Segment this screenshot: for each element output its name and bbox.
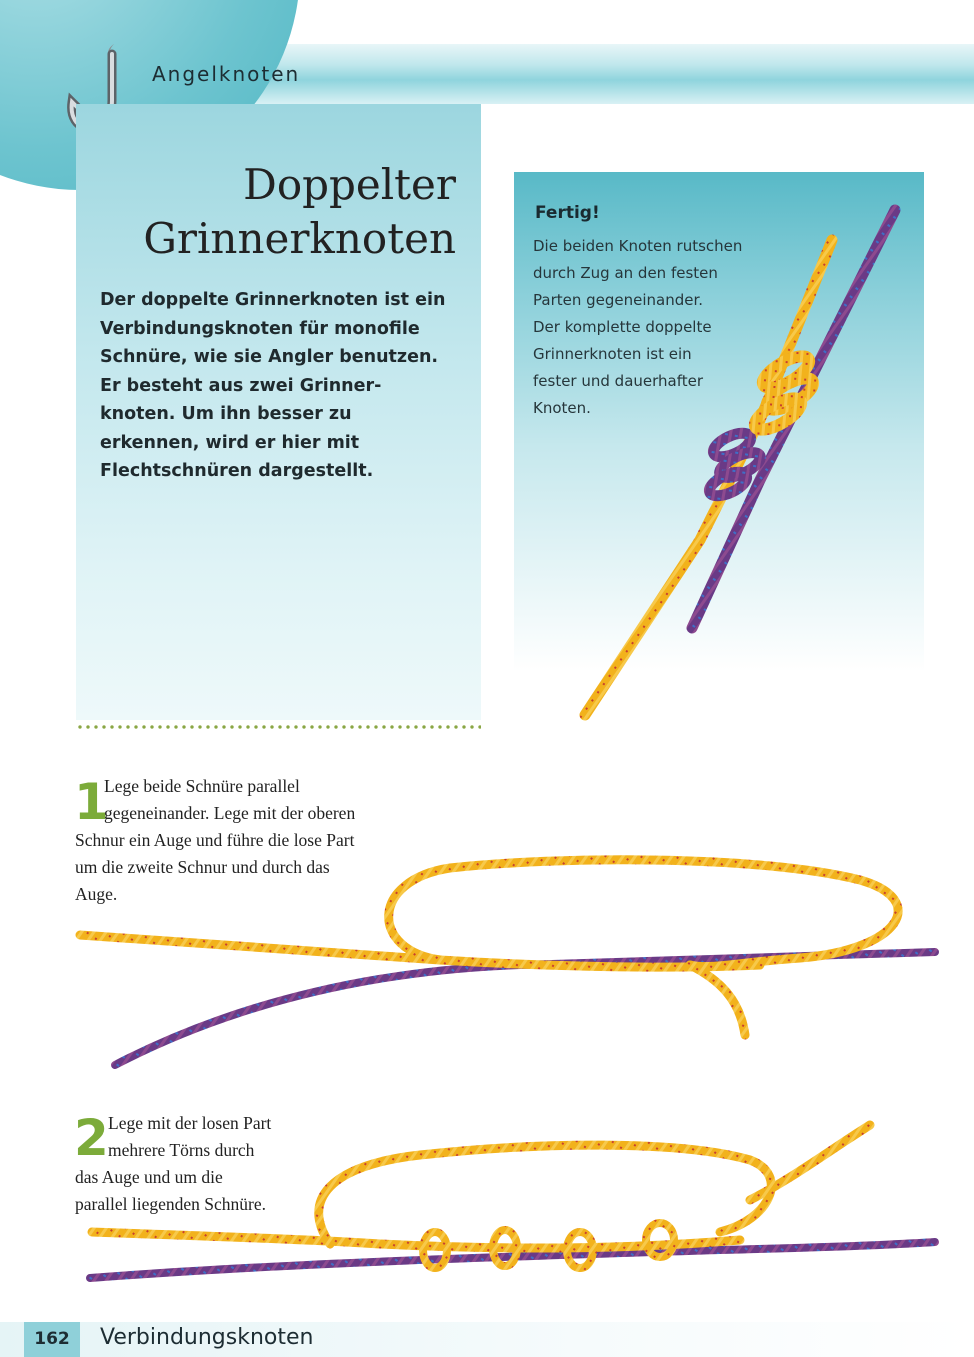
intro-line: Er besteht aus zwei Grinner-: [100, 375, 382, 396]
intro-line: Flechtschnüren dargestellt.: [100, 461, 374, 481]
done-box-line: Grinnerknoten ist ein: [533, 345, 692, 363]
step-1-line: Auge.: [75, 884, 118, 904]
done-box-line: fester und dauerhafter: [533, 372, 704, 390]
intro-line: Der doppelte Grinnerknoten ist ein: [100, 290, 446, 310]
section-title: Angelknoten: [152, 62, 301, 86]
done-box-line: Knoten.: [533, 399, 591, 417]
intro-line: Schnüre, wie sie Angler benutzen.: [100, 347, 439, 367]
done-box-line: durch Zug an den festen: [533, 264, 718, 282]
done-box-title: Fertig!: [535, 203, 600, 223]
step-1-number: 1: [74, 773, 109, 831]
done-box-line: Der komplette doppelte: [533, 318, 712, 336]
done-box-line: Die beiden Knoten rutschen: [533, 237, 743, 255]
intro-line: Verbindungsknoten für monofile: [100, 318, 420, 339]
done-box-line: Parten gegeneinander.: [533, 291, 704, 309]
done-box-text: [533, 233, 793, 422]
step-2-line: mehrere Törns durch: [108, 1140, 255, 1160]
step-2-number: 2: [74, 1109, 109, 1167]
step-1-illustration: [80, 860, 935, 1065]
step-1-line: Schnur ein Auge und führe die lose Part: [75, 830, 355, 850]
step-2-line: Lege mit der losen Part: [108, 1113, 272, 1133]
page-title-line-2: Grinnerknoten: [143, 214, 456, 263]
page-number: 162: [34, 1329, 70, 1349]
intro-line: knoten. Um ihn besser zu: [100, 404, 352, 424]
intro-line: erkennen, wird er hier mit: [100, 432, 360, 453]
step-2-line: parallel liegenden Schnüre.: [75, 1194, 266, 1214]
step-1-line: Lege beide Schnüre parallel: [104, 776, 300, 796]
step-2-line: das Auge und um die: [75, 1167, 223, 1187]
page-title-line-1: Doppelter: [243, 160, 456, 209]
step-1-line: um die zweite Schnur und durch das: [75, 857, 330, 877]
chapter-label: Verbindungsknoten: [100, 1325, 314, 1350]
step-1-line: gegeneinander. Lege mit der oberen: [104, 803, 356, 823]
